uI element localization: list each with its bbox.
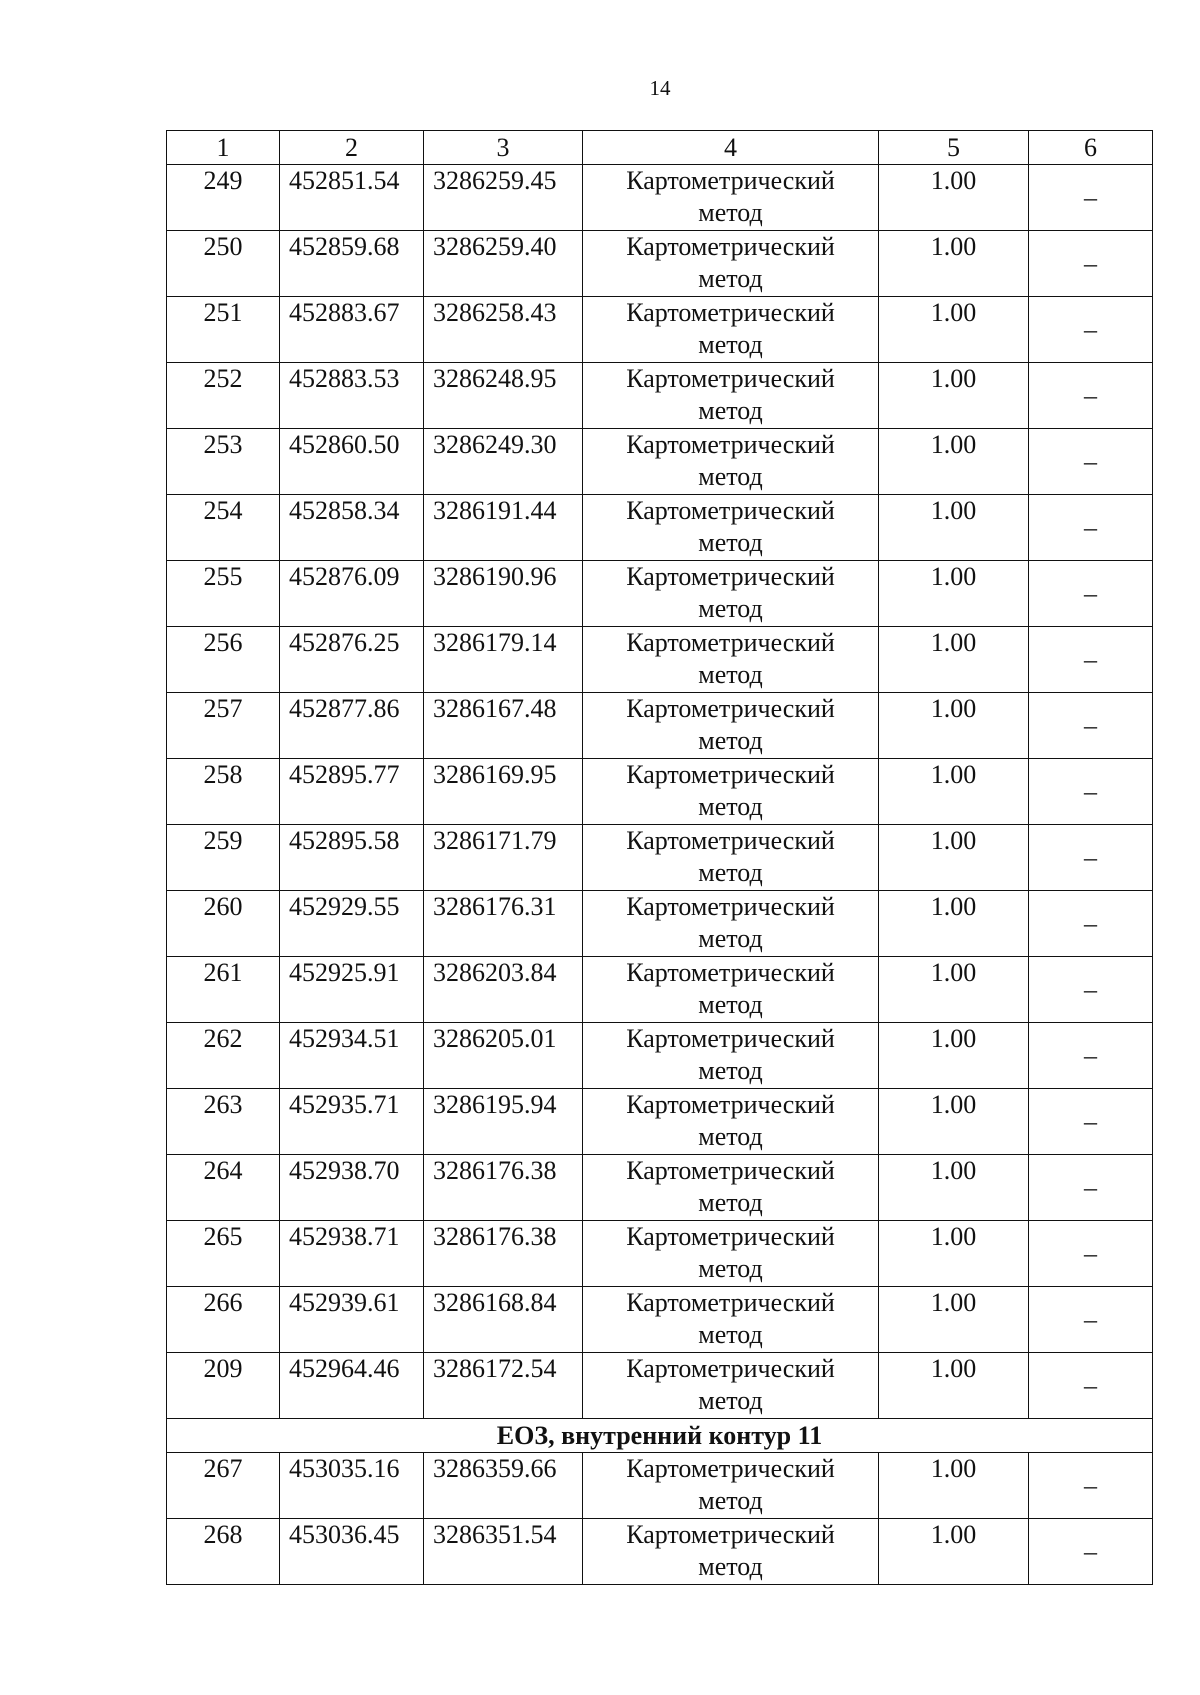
coord-y: 3286203.84: [424, 957, 583, 1023]
table-row: [167, 891, 1153, 957]
note-value: –: [1029, 1221, 1153, 1287]
error-value: 1.00: [879, 1453, 1029, 1519]
coord-x: 453035.16: [280, 1453, 424, 1519]
coord-x: 452851.54: [280, 165, 424, 231]
method-line-2: метод: [698, 528, 763, 557]
error-value: 1.00: [879, 1023, 1029, 1089]
error-value: 1.00: [879, 627, 1029, 693]
point-number: 255: [167, 561, 280, 627]
method-line-2: метод: [698, 1254, 763, 1283]
table-row: [167, 1287, 1153, 1353]
method-line-1: Картометрический: [626, 1354, 835, 1383]
table-row: [167, 1353, 1153, 1419]
note-value: –: [1029, 1023, 1153, 1089]
coord-y: 3286205.01: [424, 1023, 583, 1089]
coord-x: 452939.61: [280, 1287, 424, 1353]
coord-y: 3286169.95: [424, 759, 583, 825]
header-col-5: 5: [879, 131, 1029, 165]
table-body: [167, 165, 1153, 1585]
point-number: 263: [167, 1089, 280, 1155]
coord-y: 3286179.14: [424, 627, 583, 693]
table-row: [167, 1089, 1153, 1155]
error-value: 1.00: [879, 1155, 1029, 1221]
method-cell: [583, 1353, 879, 1419]
error-value: 1.00: [879, 825, 1029, 891]
table-row: [167, 1023, 1153, 1089]
method-line-1: Картометрический: [626, 1454, 835, 1483]
table-row: [167, 957, 1153, 1023]
error-value: 1.00: [879, 297, 1029, 363]
note-value: –: [1029, 1155, 1153, 1221]
point-number: 253: [167, 429, 280, 495]
note-value: –: [1029, 627, 1153, 693]
note-value: –: [1029, 1353, 1153, 1419]
method-cell: [583, 1023, 879, 1089]
error-value: 1.00: [879, 1089, 1029, 1155]
point-number: 252: [167, 363, 280, 429]
note-value: –: [1029, 165, 1153, 231]
note-value: –: [1029, 429, 1153, 495]
error-value: 1.00: [879, 1353, 1029, 1419]
point-number: 260: [167, 891, 280, 957]
note-value: –: [1029, 693, 1153, 759]
method-cell: [583, 627, 879, 693]
point-number: 256: [167, 627, 280, 693]
table-row: [167, 165, 1153, 231]
method-line-2: метод: [698, 396, 763, 425]
point-number: 261: [167, 957, 280, 1023]
coord-x: 452859.68: [280, 231, 424, 297]
note-value: –: [1029, 1519, 1153, 1585]
method-cell: [583, 1221, 879, 1287]
section-title: ЕОЗ, внутренний контур 11: [167, 1419, 1153, 1453]
method-line-1: Картометрический: [626, 1156, 835, 1185]
note-value: –: [1029, 231, 1153, 297]
method-line-1: Картометрический: [626, 760, 835, 789]
table-row: [167, 429, 1153, 495]
error-value: 1.00: [879, 495, 1029, 561]
method-line-1: Картометрический: [626, 958, 835, 987]
method-line-1: Картометрический: [626, 1288, 835, 1317]
method-cell: [583, 759, 879, 825]
coord-y: 3286171.79: [424, 825, 583, 891]
method-line-2: метод: [698, 858, 763, 887]
table-row: [167, 1221, 1153, 1287]
method-cell: [583, 429, 879, 495]
method-line-2: метод: [698, 1320, 763, 1349]
method-cell: [583, 561, 879, 627]
point-number: 258: [167, 759, 280, 825]
method-line-2: метод: [698, 924, 763, 953]
coord-y: 3286351.54: [424, 1519, 583, 1585]
coord-x: 452935.71: [280, 1089, 424, 1155]
method-line-1: Картометрический: [626, 562, 835, 591]
note-value: –: [1029, 825, 1153, 891]
method-line-1: Картометрический: [626, 1024, 835, 1053]
method-cell: [583, 495, 879, 561]
method-line-2: метод: [698, 594, 763, 623]
table-row: [167, 627, 1153, 693]
point-number: 250: [167, 231, 280, 297]
method-line-1: Картометрический: [626, 892, 835, 921]
point-number: 254: [167, 495, 280, 561]
coord-x: 452929.55: [280, 891, 424, 957]
point-number: 267: [167, 1453, 280, 1519]
coord-y: 3286176.31: [424, 891, 583, 957]
section-row: [167, 1419, 1153, 1453]
coord-y: 3286259.45: [424, 165, 583, 231]
header-col-6: 6: [1029, 131, 1153, 165]
method-line-1: Картометрический: [626, 496, 835, 525]
note-value: –: [1029, 297, 1153, 363]
method-cell: [583, 165, 879, 231]
table-row: [167, 1155, 1153, 1221]
method-cell: [583, 1453, 879, 1519]
method-line-2: метод: [698, 1552, 763, 1581]
coord-x: 452964.46: [280, 1353, 424, 1419]
coord-y: 3286168.84: [424, 1287, 583, 1353]
coord-x: 452925.91: [280, 957, 424, 1023]
error-value: 1.00: [879, 891, 1029, 957]
table-row: [167, 363, 1153, 429]
method-line-2: метод: [698, 1386, 763, 1415]
table-row: [167, 759, 1153, 825]
table-row: [167, 495, 1153, 561]
method-line-1: Картометрический: [626, 1520, 835, 1549]
coord-y: 3286359.66: [424, 1453, 583, 1519]
method-cell: [583, 363, 879, 429]
method-cell: [583, 1089, 879, 1155]
method-line-2: метод: [698, 1122, 763, 1151]
header-col-1: 1: [167, 131, 280, 165]
error-value: 1.00: [879, 165, 1029, 231]
method-cell: [583, 891, 879, 957]
note-value: –: [1029, 1287, 1153, 1353]
method-line-2: метод: [698, 990, 763, 1019]
header-col-2: 2: [280, 131, 424, 165]
coord-x: 452938.70: [280, 1155, 424, 1221]
method-cell: [583, 1155, 879, 1221]
page-number: 14: [649, 76, 671, 100]
table-row: [167, 1519, 1153, 1585]
method-line-1: Картометрический: [626, 364, 835, 393]
error-value: 1.00: [879, 363, 1029, 429]
coord-x: 452876.09: [280, 561, 424, 627]
table-row: [167, 693, 1153, 759]
table-header-row: [167, 131, 1153, 165]
method-line-1: Картометрический: [626, 1222, 835, 1251]
coord-y: 3286176.38: [424, 1155, 583, 1221]
point-number: 209: [167, 1353, 280, 1419]
method-line-2: метод: [698, 1486, 763, 1515]
table-row: [167, 825, 1153, 891]
coord-y: 3286249.30: [424, 429, 583, 495]
point-number: 264: [167, 1155, 280, 1221]
coord-x: 452895.58: [280, 825, 424, 891]
error-value: 1.00: [879, 759, 1029, 825]
note-value: –: [1029, 1453, 1153, 1519]
error-value: 1.00: [879, 429, 1029, 495]
point-number: 249: [167, 165, 280, 231]
method-line-1: Картометрический: [626, 628, 835, 657]
coord-x: 453036.45: [280, 1519, 424, 1585]
table-row: [167, 1453, 1153, 1519]
error-value: 1.00: [879, 231, 1029, 297]
method-cell: [583, 957, 879, 1023]
method-line-1: Картометрический: [626, 430, 835, 459]
note-value: –: [1029, 495, 1153, 561]
coord-y: 3286172.54: [424, 1353, 583, 1419]
method-line-1: Картометрический: [626, 166, 835, 195]
point-number: 265: [167, 1221, 280, 1287]
point-number: 259: [167, 825, 280, 891]
header-col-3: 3: [424, 131, 583, 165]
coord-x: 452860.50: [280, 429, 424, 495]
point-number: 266: [167, 1287, 280, 1353]
error-value: 1.00: [879, 1287, 1029, 1353]
coord-y: 3286195.94: [424, 1089, 583, 1155]
method-line-2: метод: [698, 1056, 763, 1085]
header-col-4: 4: [583, 131, 879, 165]
point-number: 268: [167, 1519, 280, 1585]
coord-y: 3286190.96: [424, 561, 583, 627]
method-cell: [583, 825, 879, 891]
coord-y: 3286191.44: [424, 495, 583, 561]
method-line-2: метод: [698, 1188, 763, 1217]
method-line-2: метод: [698, 462, 763, 491]
coord-x: 452883.53: [280, 363, 424, 429]
table-row: [167, 561, 1153, 627]
error-value: 1.00: [879, 693, 1029, 759]
coord-y: 3286258.43: [424, 297, 583, 363]
method-line-1: Картометрический: [626, 298, 835, 327]
note-value: –: [1029, 561, 1153, 627]
coordinates-table: [166, 130, 1153, 1585]
method-cell: [583, 693, 879, 759]
method-line-1: Картометрический: [626, 232, 835, 261]
method-line-1: Картометрический: [626, 826, 835, 855]
table-row: [167, 297, 1153, 363]
coord-y: 3286167.48: [424, 693, 583, 759]
note-value: –: [1029, 891, 1153, 957]
coord-y: 3286176.38: [424, 1221, 583, 1287]
note-value: –: [1029, 759, 1153, 825]
coord-x: 452877.86: [280, 693, 424, 759]
error-value: 1.00: [879, 957, 1029, 1023]
point-number: 251: [167, 297, 280, 363]
method-line-2: метод: [698, 198, 763, 227]
method-line-2: метод: [698, 264, 763, 293]
error-value: 1.00: [879, 561, 1029, 627]
note-value: –: [1029, 363, 1153, 429]
method-cell: [583, 1519, 879, 1585]
point-number: 262: [167, 1023, 280, 1089]
method-cell: [583, 297, 879, 363]
method-line-2: метод: [698, 726, 763, 755]
coord-x: 452938.71: [280, 1221, 424, 1287]
coord-x: 452876.25: [280, 627, 424, 693]
method-line-2: метод: [698, 330, 763, 359]
point-number: 257: [167, 693, 280, 759]
coord-y: 3286259.40: [424, 231, 583, 297]
coord-x: 452895.77: [280, 759, 424, 825]
coord-x: 452858.34: [280, 495, 424, 561]
method-cell: [583, 1287, 879, 1353]
error-value: 1.00: [879, 1221, 1029, 1287]
coord-y: 3286248.95: [424, 363, 583, 429]
coord-x: 452883.67: [280, 297, 424, 363]
note-value: –: [1029, 1089, 1153, 1155]
method-cell: [583, 231, 879, 297]
method-line-2: метод: [698, 792, 763, 821]
error-value: 1.00: [879, 1519, 1029, 1585]
table-row: [167, 231, 1153, 297]
method-line-2: метод: [698, 660, 763, 689]
method-line-1: Картометрический: [626, 1090, 835, 1119]
coord-x: 452934.51: [280, 1023, 424, 1089]
method-line-1: Картометрический: [626, 694, 835, 723]
note-value: –: [1029, 957, 1153, 1023]
